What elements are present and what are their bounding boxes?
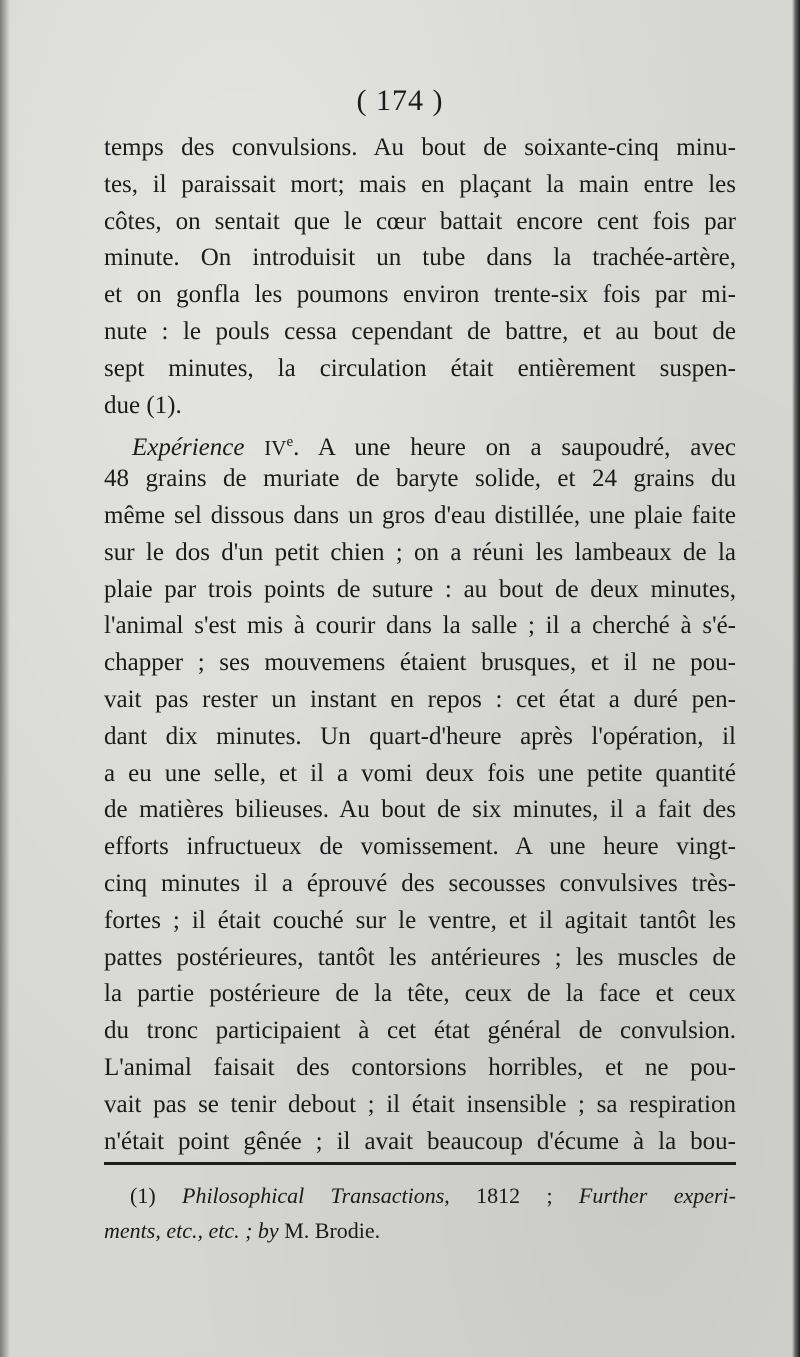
experiment-label: Expérience: [132, 434, 245, 462]
footnote-article-title: Further experi-: [578, 1183, 736, 1208]
text-line: la partie postérieure de la tête, ceux de la face et ceux: [104, 980, 736, 1008]
body-text: [104, 130, 736, 1160]
footnote: [104, 1178, 736, 1248]
text-line: même sel dissous dans un gros d'eau distillée, une plaie faite: [104, 501, 736, 529]
experiment-lead-text: . A une heure on a saupoudré, avec: [293, 434, 737, 462]
page-right-edge-shadow: [792, 0, 800, 1357]
text-line: vait pas se tenir debout ; il était insensible ; sa respiration: [104, 1090, 736, 1118]
text-line: temps des convulsions. Au bout de soixante-cinq minu-: [104, 134, 736, 161]
text-line: fortes ; il était couché sur le ventre, et il agitait tantôt les: [104, 906, 736, 934]
text-line: chapper ; ses mouvemens étaient brusques, et il ne pou-: [104, 649, 736, 677]
text-line: minute. On introduisit un tube dans la trachée-artère,: [104, 244, 736, 272]
text-line: pattes postérieures, tantôt les antérieures ; les muscles de: [104, 943, 736, 971]
text-line: dant dix minutes. Un quart-d'heure après l'opération, il: [104, 722, 736, 750]
footnote-separator-rule: [104, 1162, 736, 1165]
footnote-author: M. Brodie.: [284, 1218, 381, 1243]
text-line: vait pas rester un instant en repos : cet état a duré pen-: [104, 685, 736, 713]
footnote-journal-title: Philosophical Transactions: [182, 1183, 445, 1208]
text-line: L'animal faisait des contorsions horribles, et ne pou-: [104, 1053, 736, 1081]
text-line: plaie par trois points de suture : au bout de deux minutes,: [104, 575, 736, 603]
text-line: côtes, on sentait que le cœur battait encore cent fois par: [104, 207, 736, 235]
footnote-line-2: [104, 1213, 736, 1248]
text-line: efforts infructueux de vomissement. A une heure vingt-: [104, 833, 736, 861]
page-left-edge-shadow: [0, 0, 10, 1357]
experiment-heading-line: [104, 424, 736, 461]
text-line: cinq minutes il a éprouvé des secousses convulsives très-: [104, 869, 736, 897]
text-line: sur le dos d'un petit chien ; on a réuni les lambeaux de la: [104, 538, 736, 566]
text-line: due (1).: [104, 391, 182, 419]
footnote-article-title-continued: ments, etc., etc. ; by: [104, 1218, 279, 1243]
text-line: a eu une selle, et il a vomi deux fois une petite quantité: [104, 759, 736, 787]
footnote-line-1: [130, 1178, 736, 1213]
text-line: nute : le pouls cessa cependant de battre, et au bout de: [104, 317, 736, 345]
footnote-year: , 1812 ;: [444, 1183, 553, 1208]
text-line: de matières bilieuses. Au bout de six minutes, il a fait des: [104, 796, 736, 824]
experiment-number-superscript: e: [286, 434, 294, 451]
text-line: n'était point gênée ; il avait beaucoup d'écume à la bou-: [104, 1127, 736, 1155]
text-line: sept minutes, la circulation était entièrement suspen-: [104, 354, 736, 382]
page-number: ( 174 ): [356, 84, 444, 117]
experiment-number: IV: [264, 436, 287, 461]
text-line: et on gonfla les poumons environ trente-six fois par mi-: [104, 281, 736, 309]
text-line: 48 grains de muriate de baryte solide, et 24 grains du: [104, 465, 736, 493]
text-line: du tronc participaient à cet état général de convulsion.: [104, 1017, 736, 1045]
text-line: l'animal s'est mis à courir dans la salle ; il a cherché à s'é-: [104, 612, 736, 640]
footnote-marker: (1): [130, 1183, 156, 1208]
text-line: tes, il paraissait mort; mais en plaçant la main entre les: [104, 170, 736, 198]
